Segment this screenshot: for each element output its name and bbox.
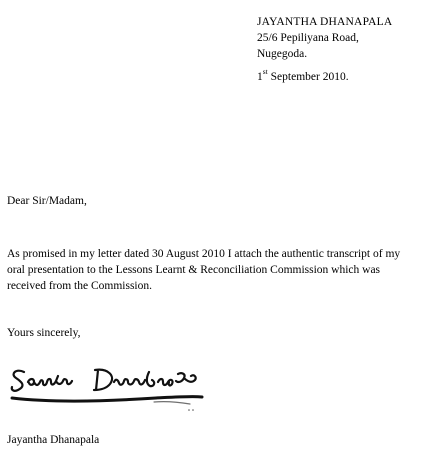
salutation: Dear Sir/Madam, [7,195,87,207]
sender-name: JAYANTHA DHANAPALA [257,16,393,28]
letter-body [7,246,419,294]
sender-address-line-1: 25/6 Pepiliyana Road, [257,32,359,44]
date-rest: September 2010. [267,71,349,83]
body-line-3: received from the Commission. [7,280,152,292]
date-suffix: st [262,67,268,77]
closing: Yours sincerely, [7,327,81,339]
sender-address-block [257,14,417,62]
sender-address-line-2: Nugegoda. [257,48,308,60]
date-day: 1 [257,71,263,83]
body-line-1: As promised in my letter dated 30 August 2010 I attach the authentic transcript of my [7,248,401,260]
body-line-2: oral presentation to the Lessons Learnt & Reconciliation Commission which was [7,264,381,276]
signatory-name: Jayantha Dhanapala [7,434,100,446]
handwritten-signature [6,352,216,414]
letter-date [257,69,349,85]
